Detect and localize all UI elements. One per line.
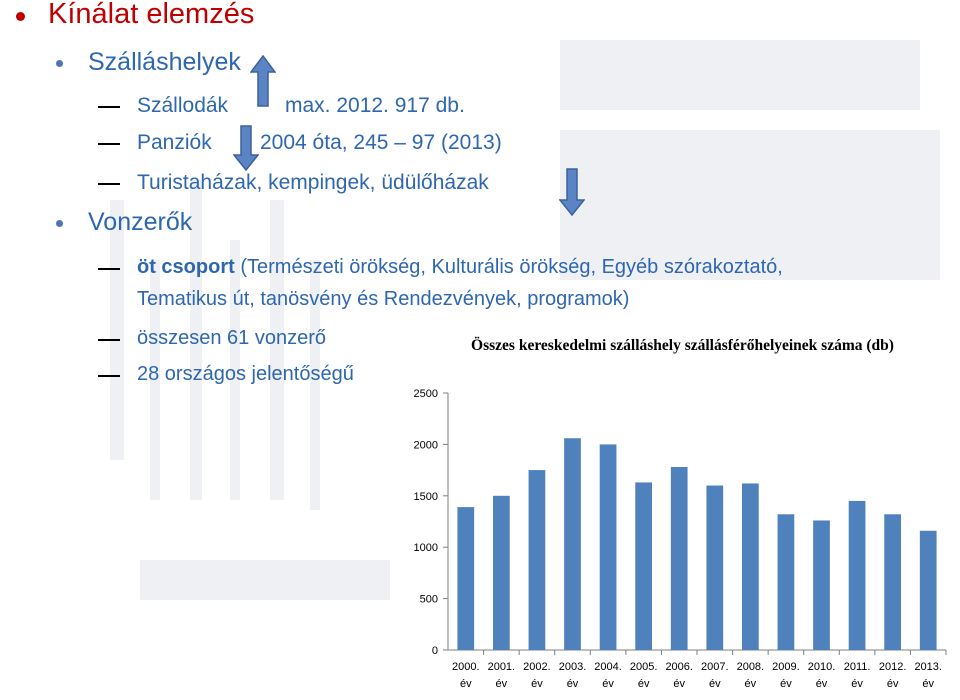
item-szallodak: Szállodák [137, 94, 229, 117]
bar [778, 514, 795, 650]
y-tick-label: 0 [431, 645, 438, 657]
dash-5 [98, 339, 120, 341]
slide-title: Kínálat elemzés [48, 0, 255, 30]
bar [920, 531, 937, 650]
x-tick-label: 2012. [878, 661, 907, 673]
item-ot-csoport [137, 256, 783, 279]
x-tick-label: 2008. [736, 661, 765, 673]
dash-6 [98, 375, 120, 377]
x-tick-label: 2006. [665, 661, 693, 673]
section-heading-vonzerok: Vonzerők [88, 208, 193, 236]
x-tick-label: 2003. [558, 661, 587, 673]
item-orszagos: 28 országos jelentőségű [137, 363, 354, 385]
up-arrow-icon [250, 55, 276, 107]
bar [884, 514, 901, 650]
x-tick-label: 2001. [487, 661, 516, 673]
x-tick-label-suffix: év [780, 678, 792, 690]
x-tick-label: 2002. [523, 661, 551, 673]
x-tick-label-suffix: év [459, 678, 472, 690]
x-tick-label: 2013. [914, 661, 942, 673]
dash-4 [98, 268, 120, 270]
bar [635, 482, 652, 650]
section-bullet-1 [56, 60, 63, 67]
x-tick-label-suffix: év [566, 678, 579, 690]
x-tick-label: 2011. [843, 661, 871, 673]
x-tick-label-suffix: év [744, 678, 757, 690]
dash-1 [98, 106, 120, 108]
dash-2 [98, 143, 120, 145]
title-bullet [16, 12, 25, 21]
x-tick-label-suffix: év [922, 678, 935, 690]
x-tick-label: 2009. [772, 661, 800, 673]
chart-title: Összes kereskedelmi szálláshely szállásférőhelyeinek száma (db) [471, 337, 894, 354]
bar [742, 483, 759, 650]
bar [493, 496, 510, 650]
bar-chart [400, 380, 960, 695]
item-osszesen: összesen 61 vonzerő [137, 327, 327, 349]
section-bullet-2 [56, 220, 63, 227]
bar [529, 470, 546, 650]
item-turistahazak: Turistaházak, kempingek, üdülőházak [137, 171, 489, 194]
bar [706, 486, 723, 650]
x-tick-label-suffix: év [673, 678, 686, 690]
bar [849, 501, 866, 650]
down-arrow-icon [559, 168, 585, 216]
section-heading-szallashelyek: Szálláshelyek [88, 48, 241, 76]
item-panziok-value: 2004 óta, 245 – 97 (2013) [260, 131, 502, 154]
x-tick-label-suffix: év [708, 678, 721, 690]
y-tick-label: 1500 [413, 490, 438, 503]
y-tick-label: 1000 [413, 542, 438, 555]
x-tick-label-suffix: év [851, 678, 863, 690]
item-ot-csoport-rest: (Természeti örökség, Kulturális örökség, Egyéb szórakoztató, [234, 256, 783, 278]
x-tick-label-suffix: év [886, 678, 899, 690]
bar [813, 520, 830, 650]
dash-3 [98, 183, 120, 185]
x-tick-label: 2005. [629, 661, 658, 673]
y-tick-label: 500 [419, 593, 438, 606]
x-tick-label-suffix: év [815, 678, 828, 690]
bar [600, 444, 617, 650]
y-tick-label: 2500 [413, 388, 438, 400]
x-tick-label: 2004. [594, 661, 622, 673]
bar [457, 507, 474, 650]
x-tick-label-suffix: év [531, 678, 543, 690]
x-tick-label-suffix: év [602, 678, 614, 690]
item-ot-csoport-bold: öt csoport [137, 256, 235, 278]
item-szallodak-value: max. 2012. 917 db. [285, 94, 465, 117]
bar [564, 438, 581, 650]
x-tick-label: 2010. [807, 661, 836, 673]
y-tick-label: 2000 [413, 439, 438, 452]
x-tick-label: 2000. [452, 661, 480, 673]
bar [671, 467, 688, 650]
down-arrow-icon [233, 125, 259, 171]
item-ot-csoport-cont: Tematikus út, tanösvény és Rendezvények, programok) [137, 288, 630, 310]
x-tick-label: 2007. [701, 661, 729, 673]
item-panziok: Panziók [137, 131, 212, 154]
x-tick-label-suffix: év [637, 678, 650, 690]
x-tick-label-suffix: év [495, 678, 508, 690]
